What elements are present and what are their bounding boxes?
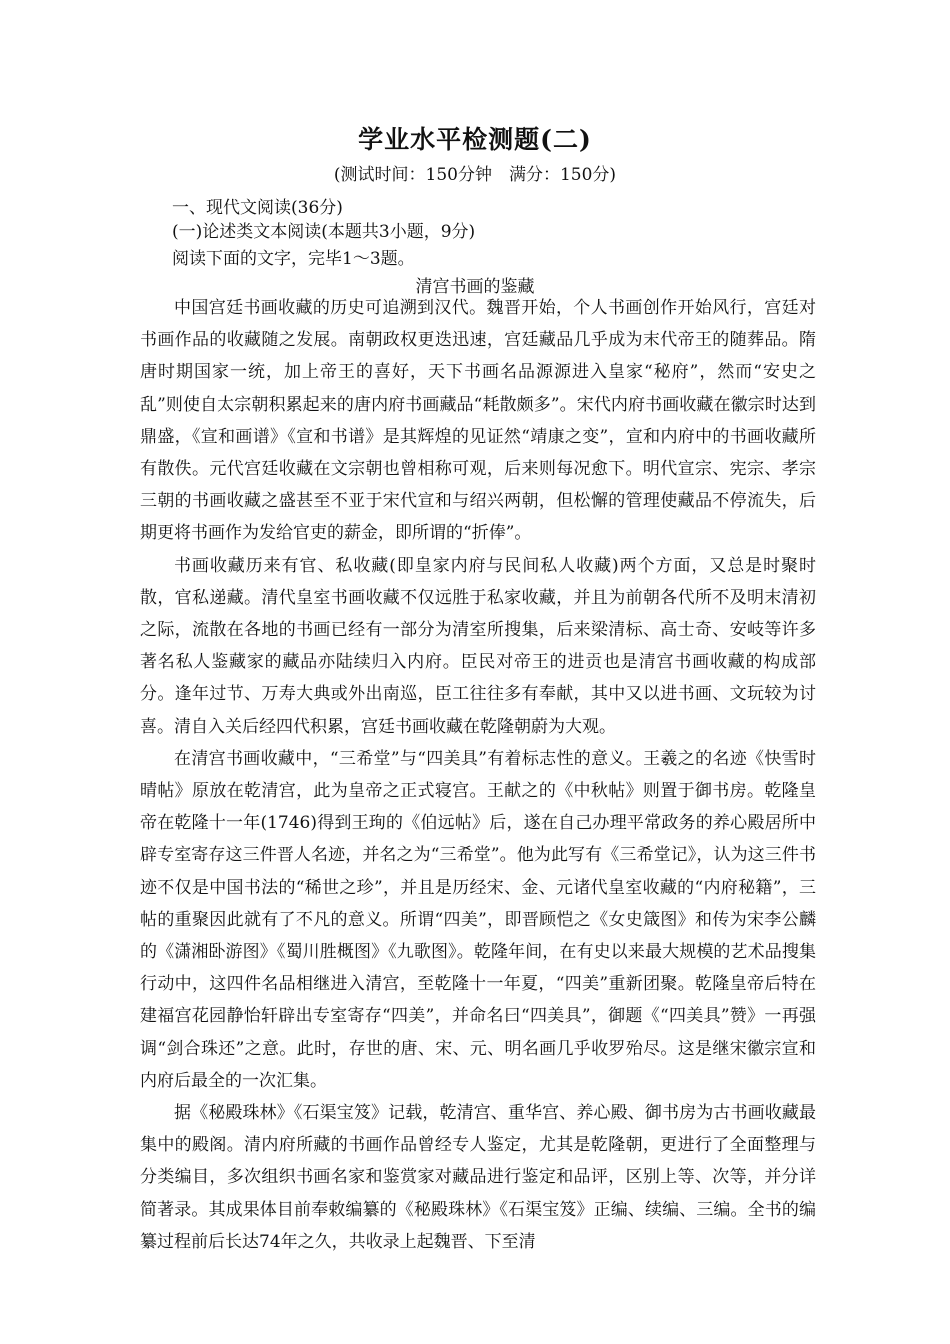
article-body [140, 292, 816, 1258]
subsection-heading: (一)论述类文本阅读(本题共3小题，9分) [172, 222, 476, 242]
paragraph: 书画收藏历来有官、私收藏(即皇家内府与民间私人收藏)两个方面，又总是时聚时散，官私递藏。清代皇室书画收藏不仅远胜于私家收藏，并且为前朝各代所不及明末清初之际，流散在各地的书画已经有一部分为清室所搜集，后来梁清标、高士奇、安岐等许多著名私人鉴藏家的藏品亦陆续归入内府。臣民对帝王的进贡也是清宫书画收藏的构成部分。逢年过节、万寿大典或外出南巡，臣工往往多有奉献，其中又以进书画、文玩较为讨喜。清自入关后经四代积累，宫廷书画收藏在乾隆朝蔚为大观。 [140, 555, 816, 737]
page-title: 学业水平检测题(二) [358, 125, 592, 154]
reading-instruction: 阅读下面的文字，完毕1～3题。 [172, 249, 415, 269]
paragraph: 中国宫廷书画收藏的历史可追溯到汉代。魏晋开始，个人书画创作开始风行，宫廷对书画作品的收藏随之发展。南朝政权更迭迅速，宫廷藏品几乎成为末代帝王的随葬品。隋唐时期国家一统，加上帝王的喜好，天下书画名品源源进入皇家“秘府”，然而“安史之乱”则使自太宗朝积累起来的唐内府书画藏品“耗散颇多”。宋代内府书画收藏在徽宗时达到鼎盛，《宣和画谱》《宣和书谱》是其辉煌的见证然“靖康之变”，宣和内府中的书画收藏所有散佚。元代宫廷收藏在文宗朝也曾相称可观，后来则每况愈下。明代宣宗、宪宗、孝宗三朝的书画收藏之盛甚至不亚于宋代宣和与绍兴两朝，但松懈的管理使藏品不停流失，后期更将书画作为发给官吏的薪金，即所谓的“折俸”。 [140, 298, 816, 544]
test-info: (测试时间：150分钟 满分：150分) [333, 165, 617, 185]
section-heading: 一、现代文阅读(36分) [172, 198, 343, 218]
paragraph: 据《秘殿珠林》《石渠宝笈》记载，乾清宫、重华宫、养心殿、御书房为古书画收藏最集中的殿阁。清内府所藏的书画作品曾经专人鉴定，尤其是乾隆朝，更进行了全面整理与分类编目，多次组织书画名家和鉴赏家对藏品进行鉴定和品评，区别上等、次等，并分详简著录。其成果体目前奉敕编纂的《秘殿珠林》《石渠宝笈》正编、续编、三编。全书的编纂过程前后长达74年之久，共收录上起魏晋、下至清 [140, 1103, 816, 1252]
article-title: 清宫书画的鉴藏 [415, 277, 535, 297]
paragraph: 在清宫书画收藏中，“三希堂”与“四美具”有着标志性的意义。王羲之的名迹《快雪时晴帖》原放在乾清宫，此为皇帝之正式寝宫。王献之的《中秋帖》则置于御书房。乾隆皇帝在乾隆十一年(1746)得到王珣的《伯远帖》后，遂在自己办理平常政务的养心殿居所中辟专室寄存这三件晋人名迹，并名之为“三希堂”。他为此写有《三希堂记》，认为这三件书迹不仅是中国书法的“稀世之珍”，并且是历经宋、金、元诸代皇室收藏的“内府秘籍”，三帖的重聚因此就有了不凡的意义。所谓“四美”，即晋顾恺之《女史箴图》和传为宋李公麟的《潇湘卧游图》《蜀川胜概图》《九歌图》。乾隆年间，在有史以来最大规模的艺术品搜集行动中，这四件名品相继进入清宫，至乾隆十一年夏，“四美”重新团聚。乾隆皇帝后特在建福宫花园静怡轩辟出专室寄存“四美”，并命名曰“四美具”，御题《“四美具”赞》一再强调“剑合珠还”之意。此时，存世的唐、宋、元、明名画几乎收罗殆尽。这是继宋徽宗宣和内府后最全的一次汇集。 [140, 748, 816, 1091]
